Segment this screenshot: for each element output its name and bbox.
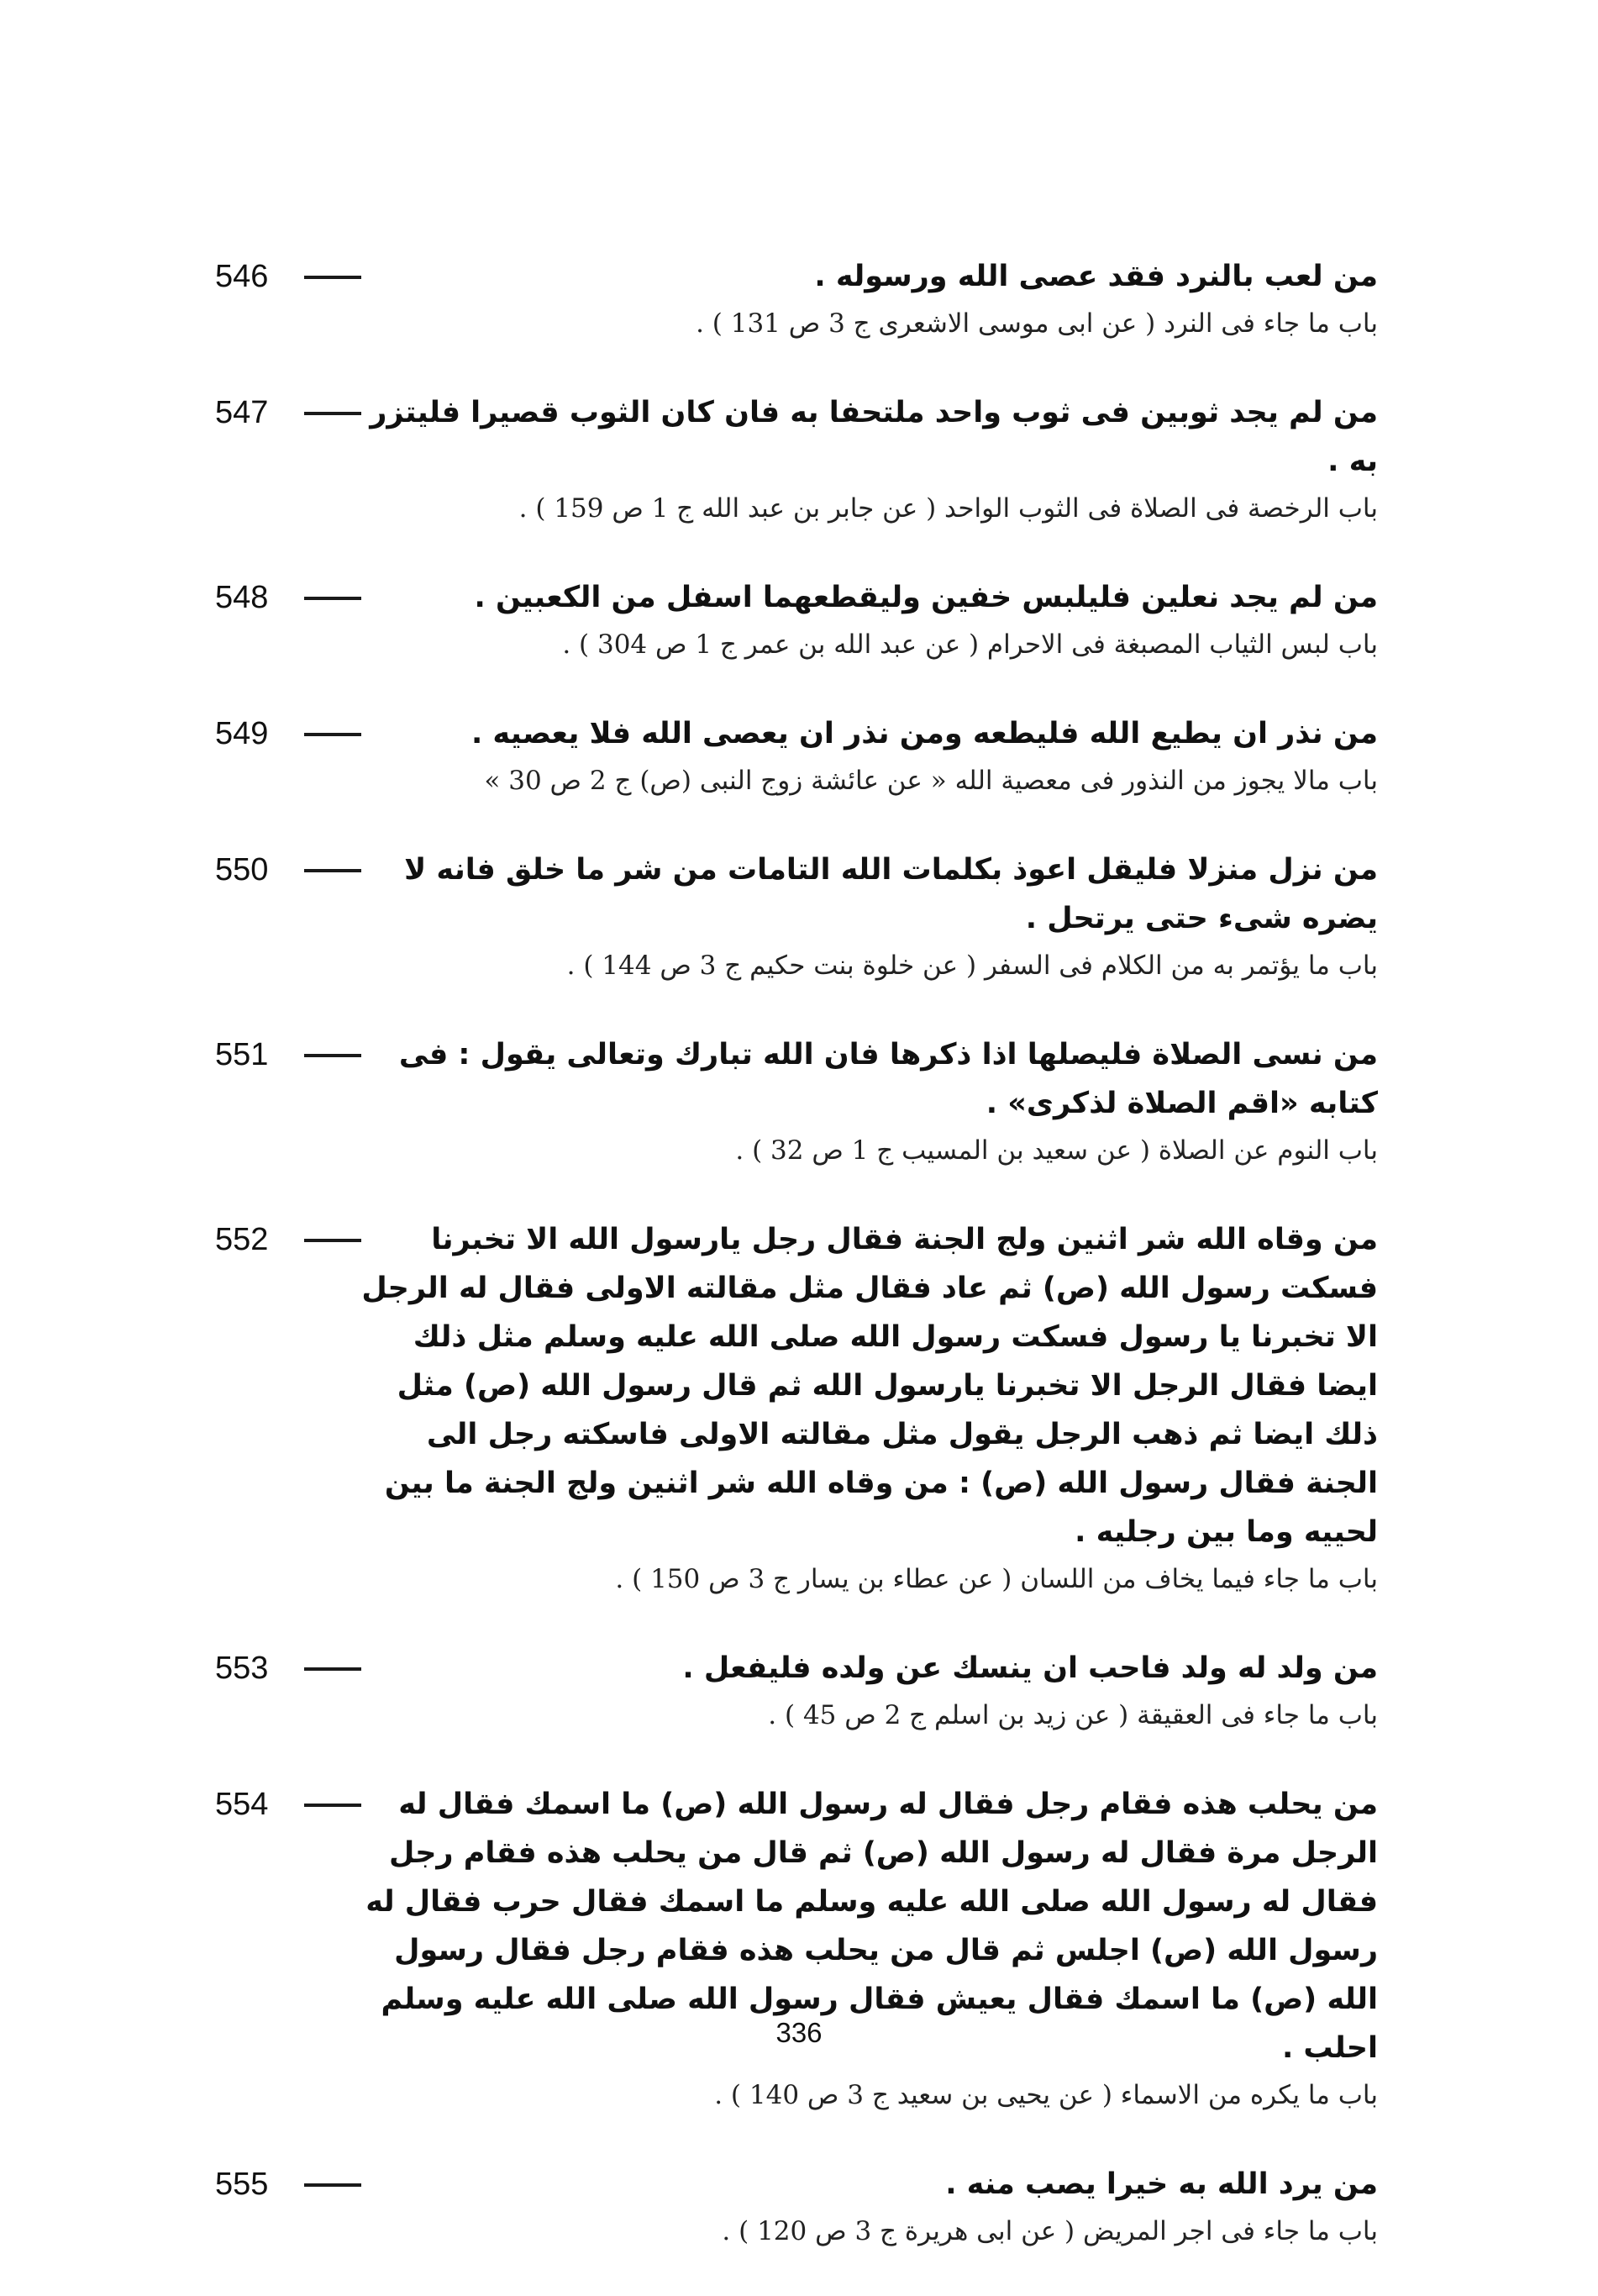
entry-dash <box>304 2183 361 2187</box>
hadith-text: من يحلب هذه فقام رجل فقال له رسول الله (ص) ما اسمك فقال له الرجل مرة فقال له رسول الله (ص) ثم قال من يحلب هذه فقام رجل فقال له رسول الله صلى الله عليه وسلم ما اسمك فقال حرب فقال له رسول الله (ص) اجلس ثم قال من يحلب هذه فقام رجل فقال رسول الله (ص) ما اسمك فقال يعيش فقال رسول الله صلى الله عليه وسلم احلب . <box>365 1788 1378 2065</box>
hadith-entry <box>185 2160 1378 2252</box>
entry-body <box>361 845 1378 987</box>
entry-number: 554 <box>215 1787 269 1822</box>
hadith-list <box>185 252 1378 2296</box>
entry-dash <box>304 1667 361 1671</box>
entry-number: 552 <box>215 1222 269 1257</box>
hadith-entry <box>185 845 1378 987</box>
entry-dash <box>304 1239 361 1242</box>
hadith-text: من لم يجد نعلين فليلبس خفين وليقطعهما اسفل من الكعبين . <box>474 581 1378 614</box>
hadith-source: باب لبس الثياب المصبغة فى الاحرام ( عن عبد الله بن عمر ج 1 ص 304 ) . <box>562 629 1378 660</box>
hadith-entry <box>185 1780 1378 2116</box>
entry-body <box>361 252 1378 345</box>
entry-body <box>361 573 1378 666</box>
page-number: 336 <box>775 2017 823 2048</box>
hadith-text: من ولد له ولد فاحب ان ينسك عن ولده فليفعل . <box>682 1651 1378 1685</box>
entry-number: 555 <box>215 2167 269 2202</box>
hadith-entry <box>185 709 1378 802</box>
entry-dash <box>304 869 361 872</box>
hadith-source: باب ما جاء فى اجر المريض ( عن ابى هريرة ج 3 ص 120 ) . <box>722 2216 1378 2246</box>
hadith-entry <box>185 388 1378 529</box>
entry-dash <box>304 597 361 600</box>
entry-body <box>361 1780 1378 2116</box>
hadith-text: من يرد الله به خيرا يصب منه . <box>945 2167 1378 2201</box>
hadith-entry <box>185 1644 1378 1736</box>
entry-dash <box>304 1804 361 1807</box>
hadith-text: من نسى الصلاة فليصلها اذا ذكرها فان الله تبارك وتعالى يقول : فى كتابه «اقم الصلاة لذكرى» . <box>398 1038 1378 1120</box>
entry-number: 546 <box>215 259 269 294</box>
entry-number: 548 <box>215 580 269 615</box>
hadith-source: باب ما جاء فى النرد ( عن ابى موسى الاشعرى ج 3 ص 131 ) . <box>696 308 1378 339</box>
entry-body <box>361 388 1378 529</box>
entry-body <box>361 709 1378 802</box>
entry-dash <box>304 276 361 279</box>
hadith-entry <box>185 573 1378 666</box>
hadith-source: باب النوم عن الصلاة ( عن سعيد بن المسيب ج 1 ص 32 ) . <box>735 1135 1378 1166</box>
hadith-text: من نزل منزلا فليقل اعوذ بكلمات الله التامات من شر ما خلق فانه لا يضره شىء حتى يرتحل . <box>404 853 1378 935</box>
entry-dash <box>304 1054 361 1057</box>
entry-dash <box>304 733 361 736</box>
entry-dash <box>304 412 361 415</box>
hadith-source: باب الرخصة فى الصلاة فى الثوب الواحد ( عن جابر بن عبد الله ج 1 ص 159 ) . <box>518 493 1378 524</box>
hadith-text: من وقاه الله شر اثنين ولج الجنة فقال رجل يارسول الله الا تخبرنا فسكت رسول الله (ص) ثم عاد فقال مثل مقالته الاولى فقال له الرجل الا تخبرنا يا رسول فسكت رسول الله صلى الله عليه وسلم مثل ذلك ايضا فقال الرجل الا تخبرنا يارسول الله ثم قال رسول الله (ص) مثل ذلك ايضا ثم ذهب الرجل يقول مثل مقالته الاولى فاسكته رجل الى الجنة فقال رسول الله (ص) : من وقاه الله شر اثنين ولج الجنة ما بين لحييه وما بين رجليه . <box>361 1223 1378 1549</box>
entry-number: 547 <box>215 395 269 430</box>
hadith-source: باب ما يؤتمر به من الكلام فى السفر ( عن خلوة بنت حكيم ج 3 ص 144 ) . <box>566 951 1378 981</box>
entry-body <box>361 2160 1378 2252</box>
hadith-text: من نذر ان يطيع الله فليطعه ومن نذر ان يعصى الله فلا يعصيه . <box>470 717 1378 750</box>
entry-number: 549 <box>215 716 269 751</box>
entry-body <box>361 1644 1378 1736</box>
hadith-entry <box>185 1215 1378 1600</box>
hadith-source: باب ما يكره من الاسماء ( عن يحيى بن سعيد ج 3 ص 140 ) . <box>714 2080 1378 2110</box>
hadith-text: من لم يجد ثوبين فى ثوب واحد ملتحفا به فان كان الثوب قصيرا فليتزر به . <box>370 396 1378 478</box>
hadith-source: باب مالا يجوز من النذور فى معصية الله « عن عائشة زوج النبى (ص) ج 2 ص 30 » <box>484 766 1378 796</box>
hadith-entry <box>185 1030 1378 1172</box>
entry-number: 551 <box>215 1037 269 1072</box>
hadith-entry <box>185 252 1378 345</box>
hadith-text: من لعب بالنرد فقد عصى الله ورسوله . <box>814 260 1378 293</box>
entry-number: 550 <box>215 852 269 887</box>
hadith-source: باب ما جاء فى العقيقة ( عن زيد بن اسلم ج 2 ص 45 ) . <box>768 1700 1378 1730</box>
entry-body <box>361 1030 1378 1172</box>
entry-number: 553 <box>215 1651 269 1686</box>
hadith-source: باب ما جاء فيما يخاف من اللسان ( عن عطاء بن يسار ج 3 ص 150 ) . <box>615 1564 1378 1594</box>
entry-body <box>361 1215 1378 1600</box>
